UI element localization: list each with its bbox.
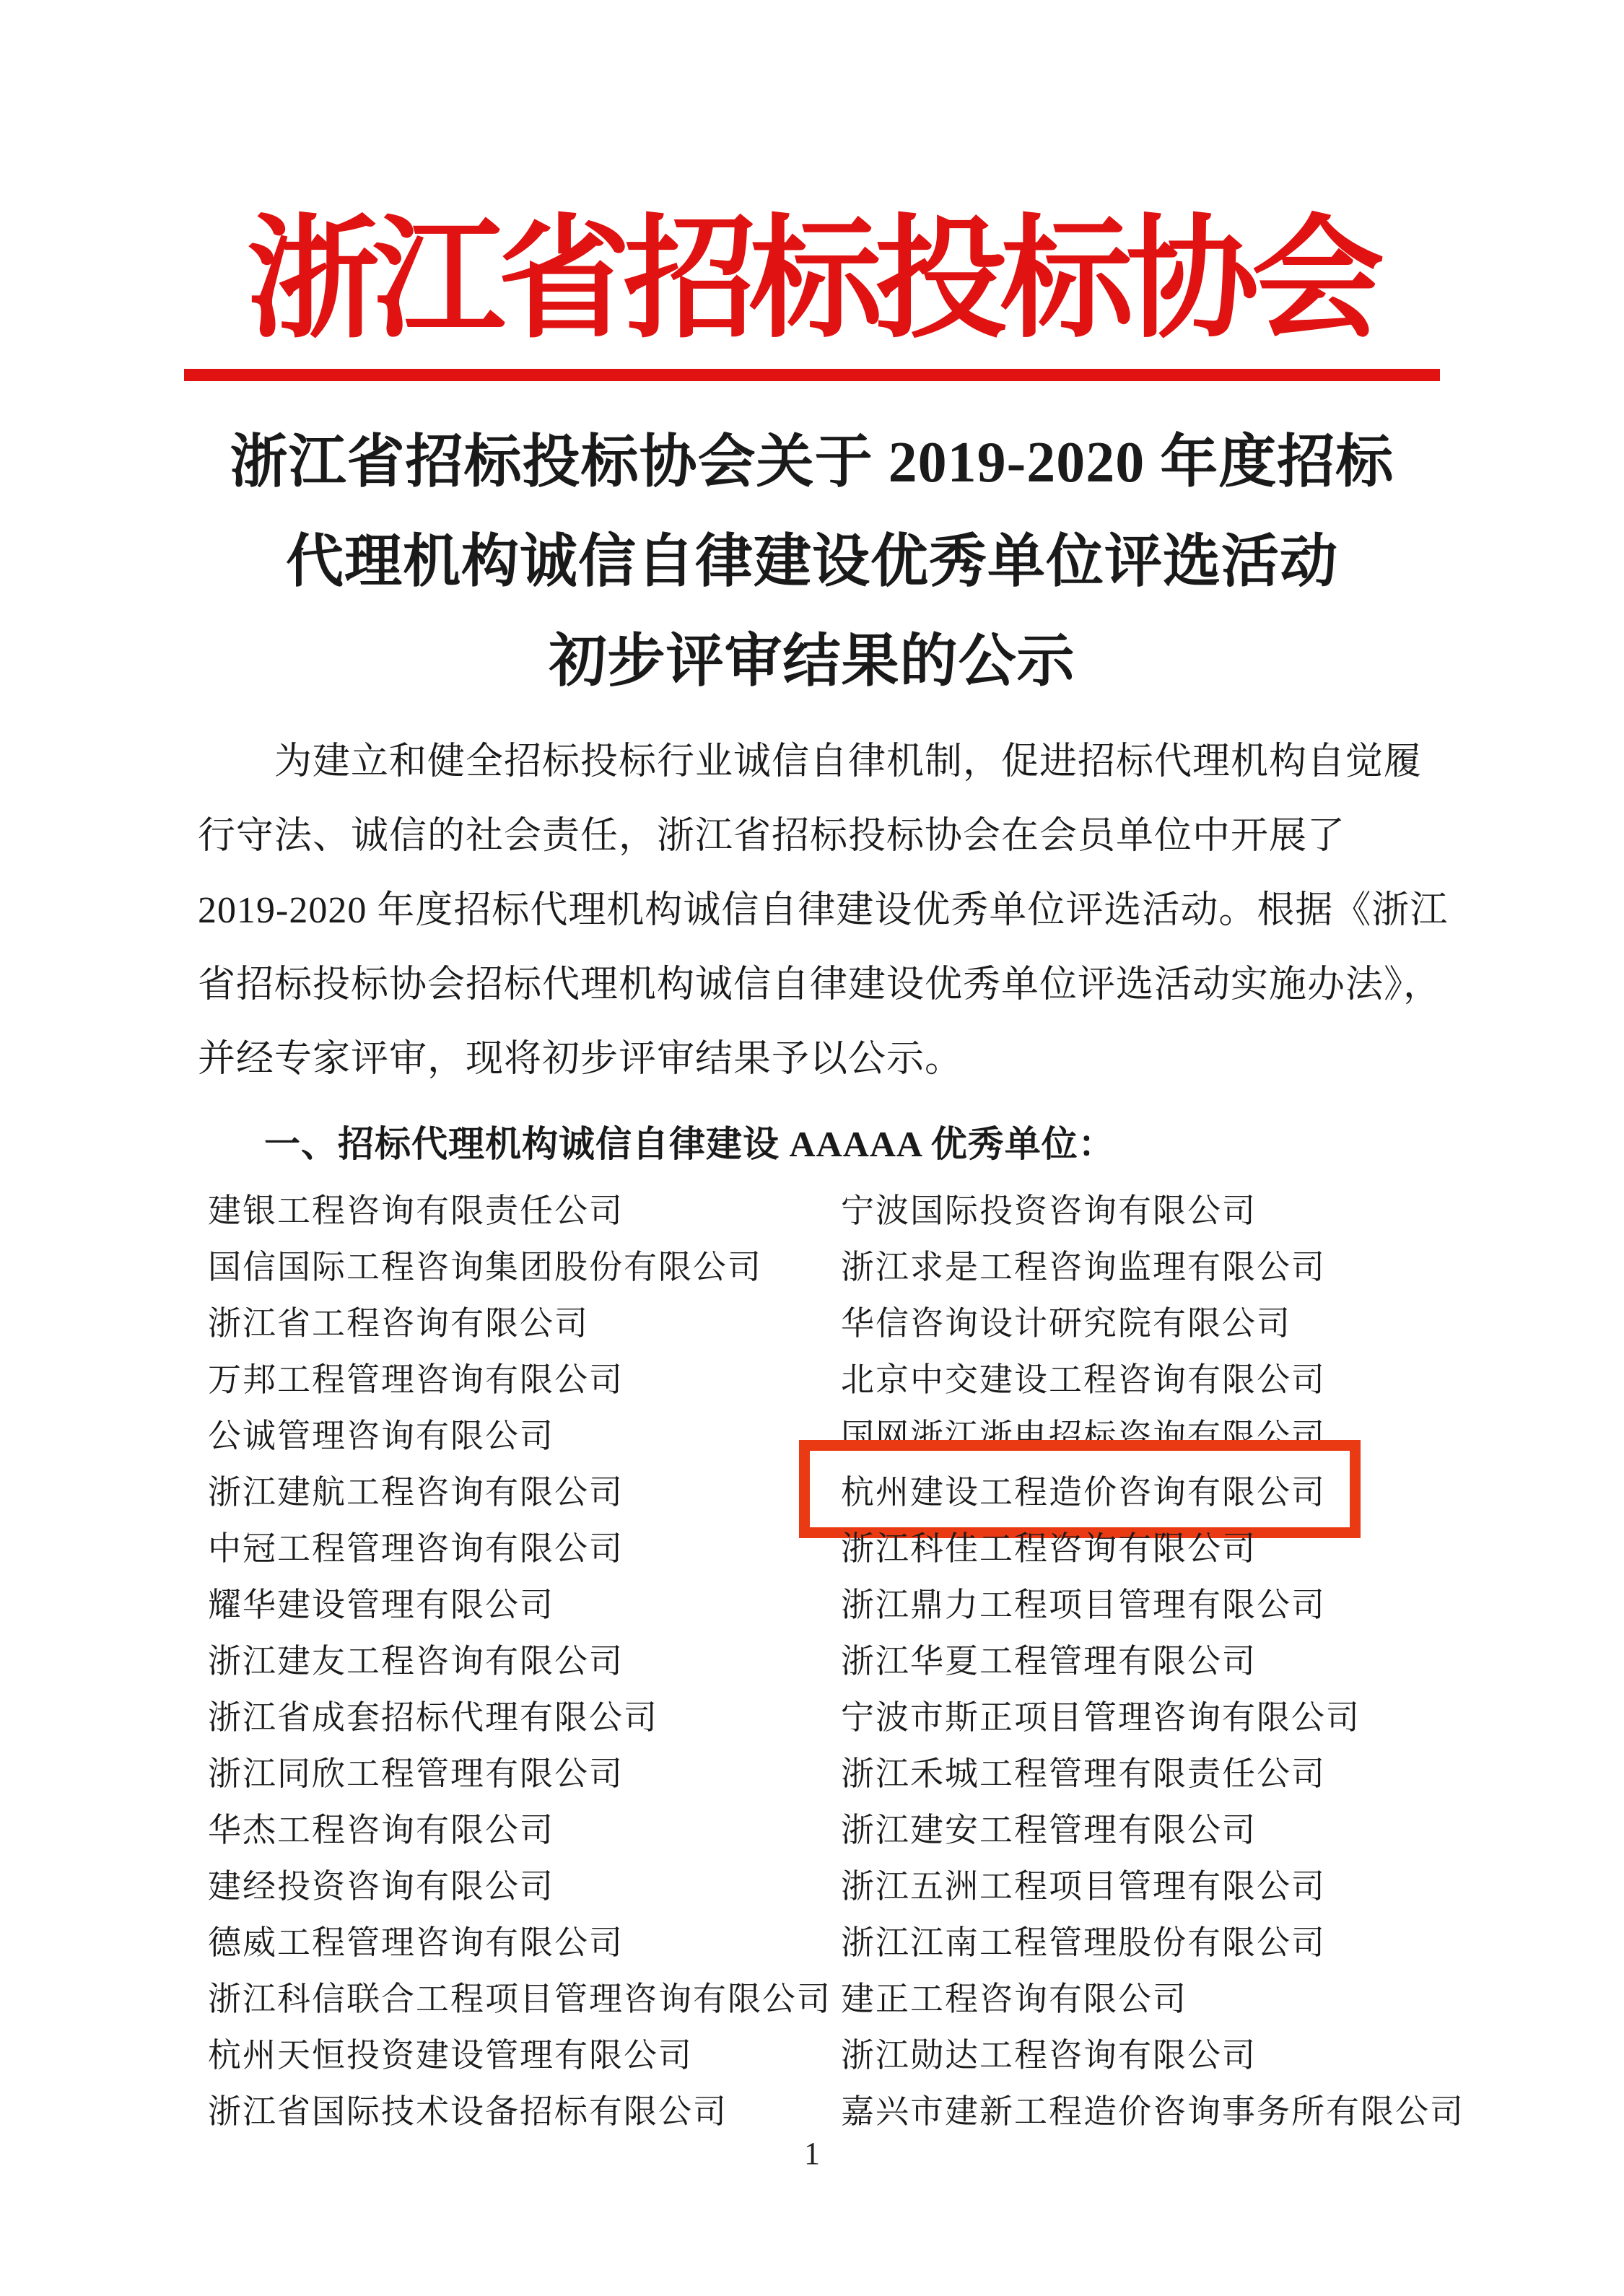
company-name-right xyxy=(841,1691,1361,1739)
company-name-right xyxy=(841,1916,1326,1964)
company-name-right-text: 杭州建设工程造价咨询有限公司 xyxy=(841,1474,1326,1511)
company-name-right xyxy=(841,1804,1257,1851)
company-name-right-text: 浙江求是工程咨询监理有限公司 xyxy=(841,1249,1326,1286)
document-title-line: 代理机构诚信自律建设优秀单位评选活动 xyxy=(286,531,1338,595)
company-name-right-text: 宁波市斯正项目管理咨询有限公司 xyxy=(841,1699,1361,1737)
company-name-right-text: 国网浙江浙电招标咨询有限公司 xyxy=(841,1418,1326,1455)
company-name-left: 浙江省工程咨询有限公司 xyxy=(208,1305,589,1343)
company-name-right-text: 浙江五洲工程项目管理有限公司 xyxy=(841,1868,1326,1906)
paragraph-line: 为建立和健全招标投标行业诚信自律机制，促进招标代理机构自觉履 xyxy=(274,741,1423,783)
company-name-right-text: 浙江江南工程管理股份有限公司 xyxy=(841,1924,1326,1962)
company-name-left: 杭州天恒投资建设管理有限公司 xyxy=(208,2037,693,2074)
intro-paragraph xyxy=(198,725,1516,1096)
company-name-right-text: 浙江禾城工程管理有限责任公司 xyxy=(841,1755,1326,1793)
company-row xyxy=(208,1912,1624,1968)
company-name-right xyxy=(841,1973,1187,2020)
company-row xyxy=(208,1687,1624,1743)
company-name-right xyxy=(841,1579,1326,1626)
company-row xyxy=(208,1518,1624,1574)
document-title-line: 初步评审结果的公示 xyxy=(549,630,1075,694)
company-name-right-text: 浙江勋达工程咨询有限公司 xyxy=(841,2037,1257,2074)
company-name-right-text: 北京中交建设工程咨询有限公司 xyxy=(841,1361,1326,1399)
company-row xyxy=(208,1799,1624,1856)
paragraph-line: 行守法、诚信的社会责任，浙江省招标投标协会在会员单位中开展了 xyxy=(198,816,1346,857)
org-masthead-title: 浙江省招标投标协会 xyxy=(246,206,1377,354)
company-name-right xyxy=(841,1522,1257,1570)
company-name-left: 浙江同欣工程管理有限公司 xyxy=(208,1755,624,1793)
company-row xyxy=(208,2025,1624,2081)
company-row xyxy=(208,1349,1624,1405)
company-name-right xyxy=(841,1747,1326,1795)
company-row xyxy=(208,1574,1624,1631)
company-name-left: 中冠工程管理咨询有限公司 xyxy=(208,1530,624,1568)
company-row xyxy=(208,1631,1624,1687)
company-name-right xyxy=(841,1241,1326,1288)
company-name-left: 公诚管理咨询有限公司 xyxy=(208,1418,554,1455)
company-name-left: 浙江省成套招标代理有限公司 xyxy=(208,1699,658,1737)
paragraph-line: 2019-2020 年度招标代理机构诚信自律建设优秀单位评选活动。根据《浙江 xyxy=(198,890,1449,932)
paragraph-line: 省招标投标协会招标代理机构诚信自律建设优秀单位评选活动实施办法》， xyxy=(198,964,1442,1006)
company-row xyxy=(208,1968,1624,2025)
company-row xyxy=(208,1462,1624,1518)
company-name-left: 建经投资咨询有限公司 xyxy=(208,1868,554,1906)
company-name-right-text: 建正工程咨询有限公司 xyxy=(841,1981,1187,2018)
company-name-left: 华杰工程咨询有限公司 xyxy=(208,1812,554,1849)
company-name-right-text: 浙江华夏工程管理有限公司 xyxy=(841,1643,1257,1680)
company-name-right xyxy=(841,1466,1326,1514)
company-name-right xyxy=(841,1297,1291,1345)
company-name-right-text: 华信咨询设计研究院有限公司 xyxy=(841,1305,1291,1343)
company-row xyxy=(208,1180,1624,1236)
page-number: 1 xyxy=(804,2136,820,2171)
company-name-right-text: 浙江鼎力工程项目管理有限公司 xyxy=(841,1586,1326,1624)
company-name-left: 建银工程咨询有限责任公司 xyxy=(208,1192,624,1230)
company-name-left: 德威工程管理咨询有限公司 xyxy=(208,1924,624,1962)
masthead-divider-rule xyxy=(184,369,1440,381)
company-name-right-text: 宁波国际投资咨询有限公司 xyxy=(841,1192,1257,1230)
document-title-line: 浙江省招标投标协会关于 2019-2020 年度招标 xyxy=(230,431,1394,495)
company-name-left: 万邦工程管理咨询有限公司 xyxy=(208,1361,624,1399)
company-name-left: 耀华建设管理有限公司 xyxy=(208,1586,554,1624)
company-name-right xyxy=(841,1410,1326,1457)
company-name-left: 浙江省国际技术设备招标有限公司 xyxy=(208,2093,728,2131)
section-heading-aaaaa-units: 一、招标代理机构诚信自律建设 AAAAA 优秀单位： xyxy=(264,1124,1115,1165)
company-name-left: 国信国际工程咨询集团股份有限公司 xyxy=(208,1249,762,1286)
paragraph-line: 并经专家评审，现将初步评审结果予以公示。 xyxy=(198,1039,964,1081)
company-name-right xyxy=(841,1635,1257,1682)
company-name-right-text: 浙江科佳工程咨询有限公司 xyxy=(841,1530,1257,1568)
document-title xyxy=(0,413,1624,712)
company-row xyxy=(208,1405,1624,1462)
company-name-right xyxy=(841,2085,1464,2133)
company-name-right-text: 嘉兴市建新工程造价咨询事务所有限公司 xyxy=(841,2093,1464,2131)
company-name-right xyxy=(841,1184,1257,1232)
company-name-right xyxy=(841,1860,1326,1908)
company-row xyxy=(208,1293,1624,1349)
company-name-left: 浙江建航工程咨询有限公司 xyxy=(208,1474,624,1511)
company-name-right xyxy=(841,1353,1326,1401)
company-row xyxy=(208,1856,1624,1912)
company-name-right-text: 浙江建安工程管理有限公司 xyxy=(841,1812,1257,1849)
company-row xyxy=(208,2081,1624,2137)
company-list xyxy=(208,1180,1624,2137)
company-row xyxy=(208,1236,1624,1293)
company-name-right xyxy=(841,2029,1257,2077)
company-name-left: 浙江科信联合工程项目管理咨询有限公司 xyxy=(208,1981,831,2018)
company-name-left: 浙江建友工程咨询有限公司 xyxy=(208,1643,624,1680)
company-row xyxy=(208,1743,1624,1799)
